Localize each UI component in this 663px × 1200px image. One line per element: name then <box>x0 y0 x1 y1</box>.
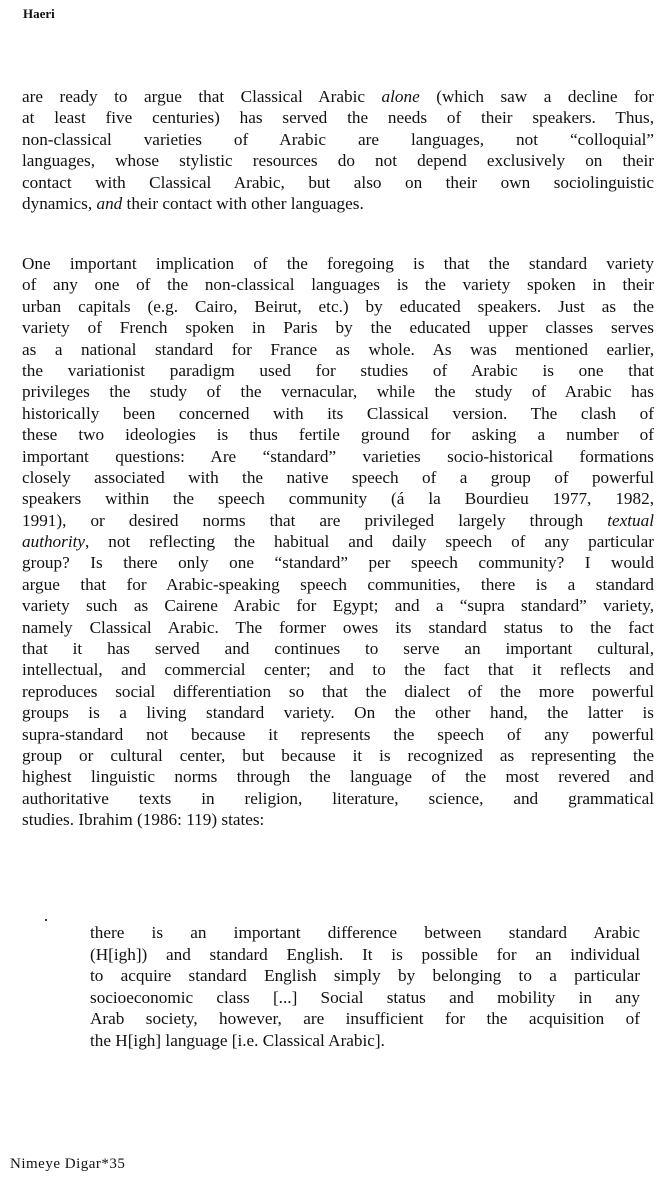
text-line: these two ideologies is thus fertile ground for asking a number of <box>22 425 654 445</box>
text-line: that it has served and continues to serve an important cultural, <box>22 639 654 659</box>
text-line: argue that for Arabic-speaking speech communities, there is a standard <box>22 574 654 594</box>
text-line: group? Is there only one “standard” per speech community? I would <box>22 553 654 573</box>
text-line: privileges the study of the vernacular, while the study of Arabic has <box>22 382 654 402</box>
emphasis: and <box>96 193 123 213</box>
text-line: variety such as Cairene Arabic for Egypt; and a “supra standard” variety, <box>22 596 654 616</box>
text-line: variety of French spoken in Paris by the educated upper classes serves <box>22 318 654 338</box>
text-line: at least five centuries) has served the needs of their speakers. Thus, <box>22 108 654 128</box>
paragraph-2 <box>22 253 654 831</box>
scan-speck <box>45 919 47 921</box>
text-line: studies. Ibrahim (1986: 119) states: <box>22 810 265 830</box>
text-line: highest linguistic norms through the language of the most revered and <box>22 767 654 787</box>
text-line: group or cultural center, but because it is recognized as representing the <box>22 745 654 765</box>
text-line: the variationist paradigm used for studies of Arabic is one that <box>22 360 654 380</box>
quote-line: there is an important difference between standard Arabic <box>90 923 640 942</box>
text-line: dynamics, and their contact with other languages. <box>22 193 364 213</box>
text-line: as a national standard for France as whole. As was mentioned earlier, <box>22 339 654 359</box>
text-line: 1991), or desired norms that are privileged largely through textual <box>22 510 654 530</box>
text-line: reproduces social differentiation so that the dialect of the more powerful <box>22 681 654 701</box>
quote-line: (H[igh]) and standard English. It is possible for an individual <box>90 944 640 964</box>
text-line: contact with Classical Arabic, but also on their own sociolinguistic <box>22 172 654 192</box>
quote-line: the H[igh] language [i.e. Classical Arabic]. <box>90 1030 385 1050</box>
text-line: historically been concerned with its Classical version. The clash of <box>22 403 654 423</box>
running-head: Haeri <box>23 6 55 21</box>
text-line: groups is a living standard variety. On the other hand, the latter is <box>22 703 654 723</box>
page-footer: Nimeye Digar*35 <box>10 1156 126 1172</box>
text-line: non-classical varieties of Arabic are languages, not “colloquial” <box>22 129 654 149</box>
text-line: intellectual, and commercial center; and to the fact that it reflects and <box>22 660 654 680</box>
quote-line: to acquire standard English simply by belonging to a particular <box>90 966 640 986</box>
text-line: One important implication of the foregoing is that the standard variety <box>22 254 654 273</box>
text-line: languages, whose stylistic resources do not depend exclusively on their <box>22 151 654 171</box>
text-line: urban capitals (e.g. Cairo, Beirut, etc.) by educated speakers. Just as the <box>22 296 654 316</box>
quote-line: socioeconomic class [...] Social status and mobility in any <box>90 987 640 1007</box>
text-line: of any one of the non-classical languages is the variety spoken in their <box>22 275 654 295</box>
block-quote <box>90 922 640 1052</box>
text-line: supra-standard not because it represents the speech of any powerful <box>22 724 654 744</box>
paragraph-1 <box>22 86 654 214</box>
text-line: closely associated with the native speech of a group of powerful <box>22 467 654 487</box>
emphasis: alone <box>381 87 420 106</box>
text-line: important questions: Are “standard” varieties socio-historical formations <box>22 446 654 466</box>
emphasis: textual <box>607 510 654 530</box>
text-line: authoritative texts in religion, literature, science, and grammatical <box>22 788 654 808</box>
text-line: are ready to argue that Classical Arabic alone (which saw a decline for <box>22 87 654 106</box>
quote-line: Arab society, however, are insufficient for the acquisition of <box>90 1009 640 1029</box>
emphasis: authority <box>22 532 86 552</box>
text-line: speakers within the speech community (á la Bourdieu 1977, 1982, <box>22 489 654 509</box>
text-line: namely Classical Arabic. The former owes its standard status to the fact <box>22 617 654 637</box>
text-line: authority, not reflecting the habitual and daily speech of any particular <box>22 532 654 552</box>
